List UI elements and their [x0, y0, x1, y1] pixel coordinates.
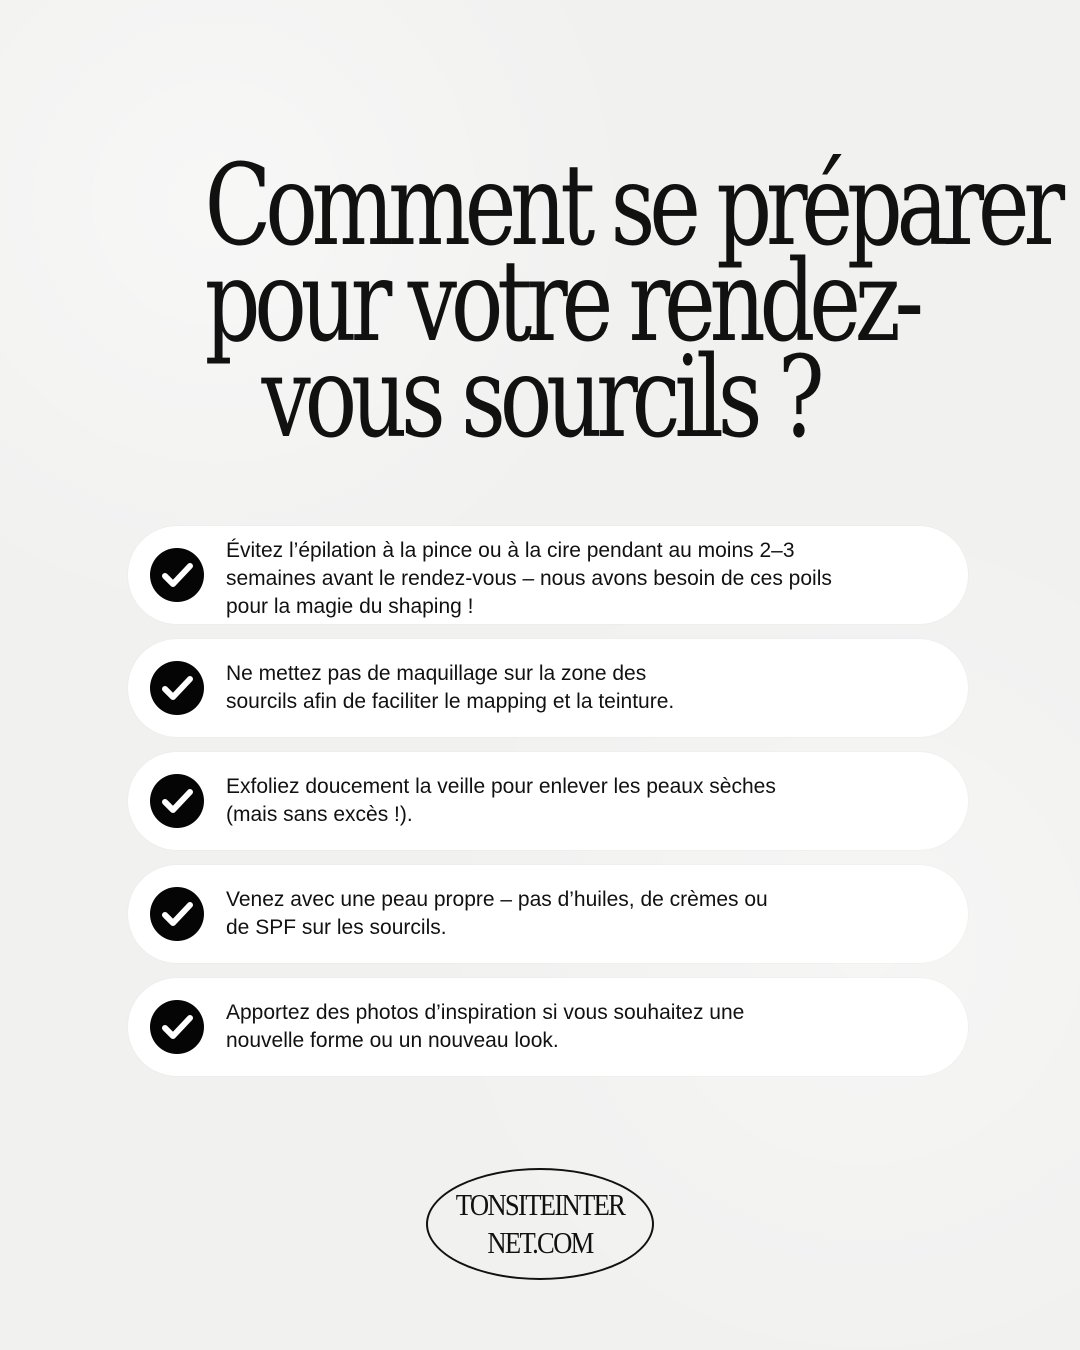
- checklist-item-text: Apportez des photos d’inspiration si vous souhaitez une nouvelle forme ou un nouveau look.: [226, 1001, 745, 1052]
- title-line-1: Comment se préparer: [204, 141, 1059, 271]
- checkmark-icon: [150, 548, 204, 602]
- checklist-item-exfoliate: [128, 752, 968, 850]
- title-line-2: pour votre rendez-: [204, 237, 918, 367]
- checklist-item-text: Exfoliez doucement la veille pour enlever les peaux sèches (mais sans excès !).: [226, 775, 776, 826]
- checklist-item-text: Venez avec une peau propre – pas d’huiles, de crèmes ou de SPF sur les sourcils.: [226, 888, 768, 939]
- checkmark-icon: [150, 1000, 204, 1054]
- checkmark-icon: [150, 774, 204, 828]
- page-title: [204, 141, 1059, 463]
- website-logo: [426, 1168, 654, 1280]
- checklist-item-no-plucking: [128, 526, 968, 624]
- checklist-item-inspiration-photos: [128, 978, 968, 1076]
- checkmark-icon: [150, 661, 204, 715]
- checklist-item-no-makeup: [128, 639, 968, 737]
- checkmark-icon: [150, 887, 204, 941]
- title-line-3: vous sourcils ?: [261, 333, 819, 463]
- checklist-item-clean-skin: [128, 865, 968, 963]
- logo-text: TONSITEINTER NET.COM: [455, 1187, 625, 1260]
- checklist-item-text: Évitez l’épilation à la pince ou à la cire pendant au moins 2–3 semaines avant le rendez-vous – nous avons besoin de ces poils pour la magie du shaping !: [226, 539, 832, 618]
- checklist-item-text: Ne mettez pas de maquillage sur la zone des sourcils afin de faciliter le mapping et la teinture.: [226, 662, 675, 713]
